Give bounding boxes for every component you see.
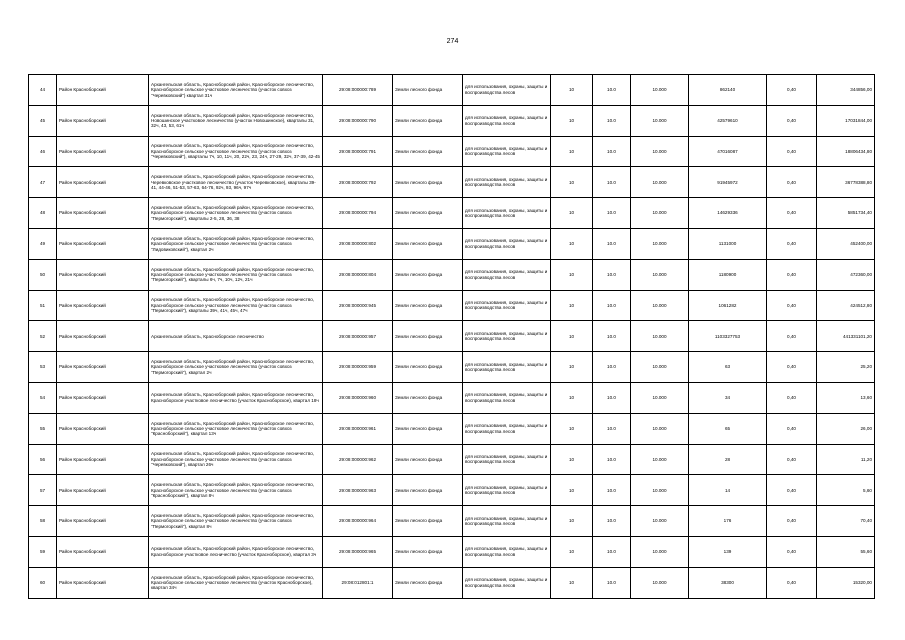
table-row: [29, 290, 875, 321]
cadastral-number-cell: 29:08:000000:792: [323, 167, 393, 198]
land-category-cell: Земли лесного фонда: [393, 136, 463, 167]
table-row: [29, 536, 875, 567]
coefficient-c-cell: 10.000: [631, 290, 689, 321]
address-cell: Архангельская область, Красноборский район, Красноборское лесничество, Красноборское сельское участковое лесничество (участок совхоз "Пермогорский"), квартал 2ч: [149, 352, 323, 383]
coefficient-b-cell: 10.0: [593, 228, 631, 259]
coefficient-a-cell: 10: [551, 382, 593, 413]
district-cell: Район Красноборский: [57, 259, 149, 290]
tax-rate-cell: 0,40: [767, 506, 817, 537]
coefficient-a-cell: 10: [551, 290, 593, 321]
coefficient-c-cell: 10.000: [631, 198, 689, 229]
area-cell: 1061282: [689, 290, 767, 321]
amount-cell: 15320,00: [817, 567, 875, 598]
tax-rate-cell: 0,40: [767, 382, 817, 413]
district-cell: Район Красноборский: [57, 536, 149, 567]
table-row: [29, 413, 875, 444]
address-cell: Архангельская область, Красноборское лесничество: [149, 321, 323, 352]
permitted-use-cell: для использования, охраны, защиты и воспроизводства лесов: [463, 167, 551, 198]
district-cell: Район Красноборский: [57, 444, 149, 475]
area-cell: 34: [689, 382, 767, 413]
permitted-use-cell: для использования, охраны, защиты и воспроизводства лесов: [463, 413, 551, 444]
coefficient-c-cell: 10.000: [631, 413, 689, 444]
tax-rate-cell: 0,40: [767, 321, 817, 352]
row-number: 55: [29, 413, 57, 444]
coefficient-b-cell: 10.0: [593, 321, 631, 352]
coefficient-c-cell: 10.000: [631, 167, 689, 198]
district-cell: Район Красноборский: [57, 413, 149, 444]
address-cell: Архангельская область, Красноборский район, Красноборское лесничество, Черевковское участковое лесничество (участок Черевковское), кварталы 39-41, 44-46, 51-53, 57-63, 64-76, 92ч, 93, 96ч, 97ч: [149, 167, 323, 198]
coefficient-b-cell: 10.0: [593, 536, 631, 567]
land-category-cell: Земли лесного фонда: [393, 352, 463, 383]
cadastral-number-cell: 29:08:000000:804: [323, 259, 393, 290]
coefficient-a-cell: 10: [551, 321, 593, 352]
district-cell: Район Красноборский: [57, 382, 149, 413]
tax-rate-cell: 0,40: [767, 567, 817, 598]
area-cell: 65: [689, 413, 767, 444]
area-cell: 1131000: [689, 228, 767, 259]
land-category-cell: Земли лесного фонда: [393, 198, 463, 229]
amount-cell: 452400,00: [817, 228, 875, 259]
tax-rate-cell: 0,40: [767, 290, 817, 321]
permitted-use-cell: для использования, охраны, защиты и воспроизводства лесов: [463, 567, 551, 598]
address-cell: Архангельская область, Красноборский район, Красноборское лесничество, Красноборское участковое лесничество (участок Красноборское), квартал 3ч: [149, 536, 323, 567]
land-category-cell: Земли лесного фонда: [393, 567, 463, 598]
cadastral-number-cell: 29:08:000000:790: [323, 105, 393, 136]
area-cell: 862140: [689, 75, 767, 106]
land-category-cell: Земли лесного фонда: [393, 506, 463, 537]
permitted-use-cell: для использования, охраны, защиты и воспроизводства лесов: [463, 75, 551, 106]
cadastral-number-cell: 29:08:000000:960: [323, 382, 393, 413]
address-cell: Архангельская область, Красноборский район, Красноборское лесничество, Красноборское сельское участковое лесничество (участок совхоз "Пермогорский"), кварталы 39ч, 41ч, 45ч, 47ч: [149, 290, 323, 321]
permitted-use-cell: для использования, охраны, защиты и воспроизводства лесов: [463, 259, 551, 290]
land-category-cell: Земли лесного фонда: [393, 75, 463, 106]
amount-cell: 36778388,80: [817, 167, 875, 198]
row-number: 52: [29, 321, 57, 352]
cadastral-number-cell: 29:08:000000:965: [323, 536, 393, 567]
table-row: [29, 444, 875, 475]
cadastral-number-cell: 29:08:000000:964: [323, 506, 393, 537]
row-number: 46: [29, 136, 57, 167]
address-cell: Архангельская область, Красноборский район, Красноборское лесничество, Красноборское сельское участковое лесничество (участок совхоз "Красноборский"), квартал 8ч: [149, 475, 323, 506]
row-number: 45: [29, 105, 57, 136]
address-cell: Архангельская область, Красноборский район, Красноборское лесничество, Красноборское сельское участковое лесничество (участок совхоз "Черевковский") квартал 31ч: [149, 75, 323, 106]
land-category-cell: Земли лесного фонда: [393, 167, 463, 198]
area-cell: 14629336: [689, 198, 767, 229]
district-cell: Район Красноборский: [57, 198, 149, 229]
coefficient-b-cell: 10.0: [593, 198, 631, 229]
row-number: 54: [29, 382, 57, 413]
address-cell: Архангельская область, Красноборский район, Красноборское лесничество, Красноборское сельское участковое лесничество (участок совхоз "Красноборский"), квартал 13ч: [149, 413, 323, 444]
permitted-use-cell: для использования, охраны, защиты и воспроизводства лесов: [463, 506, 551, 537]
row-number: 50: [29, 259, 57, 290]
coefficient-b-cell: 10.0: [593, 382, 631, 413]
coefficient-c-cell: 10.000: [631, 259, 689, 290]
cadastral-number-cell: 29:08:000000:789: [323, 75, 393, 106]
amount-cell: 424512,80: [817, 290, 875, 321]
coefficient-a-cell: 10: [551, 352, 593, 383]
address-cell: Архангельская область, Красноборский район, Красноборское лесничество, Красноборское сельское участковое лесничество (участок совхоз "Черевковский"), квартал 26ч: [149, 444, 323, 475]
amount-cell: 5851734,40: [817, 198, 875, 229]
row-number: 53: [29, 352, 57, 383]
tax-rate-cell: 0,40: [767, 228, 817, 259]
table-row: [29, 167, 875, 198]
coefficient-c-cell: 10.000: [631, 567, 689, 598]
coefficient-a-cell: 10: [551, 567, 593, 598]
address-cell: Архангельская область, Красноборский район, Красноборское лесничество, Новошинское участковое лесничество (участок Новошинское), кварталы 31, 32ч, 43, 53, 61ч: [149, 105, 323, 136]
address-cell: Архангельская область, Красноборский район, Красноборское лесничество, Красноборское сельское участковое лесничество (участок совхоз "Пермогорский"), кварталы 2-5, 28, 36, 38: [149, 198, 323, 229]
district-cell: Район Красноборский: [57, 475, 149, 506]
coefficient-c-cell: 10.000: [631, 536, 689, 567]
tax-rate-cell: 0,40: [767, 444, 817, 475]
permitted-use-cell: для использования, охраны, защиты и воспроизводства лесов: [463, 105, 551, 136]
row-number: 59: [29, 536, 57, 567]
district-cell: Район Красноборский: [57, 290, 149, 321]
district-cell: Район Красноборский: [57, 228, 149, 259]
coefficient-c-cell: 10.000: [631, 228, 689, 259]
coefficient-a-cell: 10: [551, 475, 593, 506]
permitted-use-cell: для использования, охраны, защиты и воспроизводства лесов: [463, 321, 551, 352]
address-cell: Архангельская область, Красноборский район, Красноборское лесничество, Красноборское сельское участковое лесничество (участок Красноборское), квартал 34ч: [149, 567, 323, 598]
row-number: 48: [29, 198, 57, 229]
land-category-cell: Земли лесного фонда: [393, 444, 463, 475]
area-cell: 63: [689, 352, 767, 383]
coefficient-a-cell: 10: [551, 228, 593, 259]
permitted-use-cell: для использования, охраны, защиты и воспроизводства лесов: [463, 198, 551, 229]
page-number: 274: [446, 38, 459, 45]
tax-rate-cell: 0,40: [767, 167, 817, 198]
table-row: [29, 198, 875, 229]
row-number: 60: [29, 567, 57, 598]
coefficient-a-cell: 10: [551, 506, 593, 537]
coefficient-c-cell: 10.000: [631, 352, 689, 383]
tax-rate-cell: 0,40: [767, 413, 817, 444]
district-cell: Район Красноборский: [57, 506, 149, 537]
table-row: [29, 75, 875, 106]
amount-cell: 25,20: [817, 352, 875, 383]
coefficient-a-cell: 10: [551, 167, 593, 198]
table-row: [29, 136, 875, 167]
amount-cell: 26,00: [817, 413, 875, 444]
cadastral-number-cell: 29:08:000000:945: [323, 290, 393, 321]
coefficient-a-cell: 10: [551, 413, 593, 444]
coefficient-c-cell: 10.000: [631, 444, 689, 475]
permitted-use-cell: для использования, охраны, защиты и воспроизводства лесов: [463, 352, 551, 383]
coefficient-b-cell: 10.0: [593, 105, 631, 136]
cadastral-number-cell: 29:08:000000:962: [323, 444, 393, 475]
tax-rate-cell: 0,40: [767, 259, 817, 290]
district-cell: Район Красноборский: [57, 105, 149, 136]
cadastral-number-cell: 29:08:000000:791: [323, 136, 393, 167]
cadastral-number-cell: 29:08:000000:794: [323, 198, 393, 229]
coefficient-b-cell: 10.0: [593, 259, 631, 290]
coefficient-a-cell: 10: [551, 259, 593, 290]
coefficient-c-cell: 10.000: [631, 75, 689, 106]
area-cell: 1103327753: [689, 321, 767, 352]
table-row: [29, 382, 875, 413]
table-row: [29, 259, 875, 290]
row-number: 44: [29, 75, 57, 106]
coefficient-c-cell: 10.000: [631, 475, 689, 506]
district-cell: Район Красноборский: [57, 352, 149, 383]
coefficient-b-cell: 10.0: [593, 352, 631, 383]
row-number: 58: [29, 506, 57, 537]
table-row: [29, 321, 875, 352]
land-category-cell: Земли лесного фонда: [393, 475, 463, 506]
cadastral-number-cell: 29:08:000000:957: [323, 321, 393, 352]
table-row: [29, 567, 875, 598]
permitted-use-cell: для использования, охраны, защиты и воспроизводства лесов: [463, 136, 551, 167]
coefficient-b-cell: 10.0: [593, 290, 631, 321]
coefficient-a-cell: 10: [551, 536, 593, 567]
amount-cell: 17031844,00: [817, 105, 875, 136]
district-cell: Район Красноборский: [57, 567, 149, 598]
tax-rate-cell: 0,40: [767, 475, 817, 506]
tax-rate-cell: 0,40: [767, 536, 817, 567]
coefficient-b-cell: 10.0: [593, 75, 631, 106]
district-cell: Район Красноборский: [57, 321, 149, 352]
coefficient-a-cell: 10: [551, 198, 593, 229]
coefficient-a-cell: 10: [551, 444, 593, 475]
row-number: 51: [29, 290, 57, 321]
address-cell: Архангельская область, Красноборский район, Красноборское лесничество, Красноборское сельское участковое лесничество (участок совхоз "Черевковский"), кварталы 7ч, 10, 11ч, 20, 22ч, 23, 24ч, 27-29, 32ч, 37-39, 42-45: [149, 136, 323, 167]
tax-rate-cell: 0,40: [767, 105, 817, 136]
area-cell: 139: [689, 536, 767, 567]
coefficient-c-cell: 10.000: [631, 105, 689, 136]
address-cell: Архангельская область, Красноборский район, Красноборское лесничество, Красноборское сельское участковое лесничество (участок совхоз "Пермогорский"), квартал 8ч: [149, 506, 323, 537]
area-cell: 176: [689, 506, 767, 537]
address-cell: Архангельская область, Красноборский район, Красноборское лесничество, Красноборское сельское участковое лесничество (участок совхоз "Лидовиковский"), квартал 2ч: [149, 228, 323, 259]
coefficient-b-cell: 10.0: [593, 506, 631, 537]
land-category-cell: Земли лесного фонда: [393, 259, 463, 290]
coefficient-c-cell: 10.000: [631, 506, 689, 537]
area-cell: 38300: [689, 567, 767, 598]
address-cell: Архангельская область, Красноборский район, Красноборское лесничество, Красноборское участковое лесничество (участок Красноборское), квартал 18ч: [149, 382, 323, 413]
tax-rate-cell: 0,40: [767, 352, 817, 383]
land-category-cell: Земли лесного фонда: [393, 105, 463, 136]
cadastral-number-cell: 29:08:000000:959: [323, 352, 393, 383]
amount-cell: 5,60: [817, 475, 875, 506]
amount-cell: 472360,00: [817, 259, 875, 290]
permitted-use-cell: для использования, охраны, защиты и воспроизводства лесов: [463, 444, 551, 475]
table-row: [29, 105, 875, 136]
district-cell: Район Красноборский: [57, 75, 149, 106]
address-cell: Архангельская область, Красноборский район, Красноборское лесничество, Красноборское сельское участковое лесничество (участок совхоз "Пермогорский"), кварталы 6ч, 7ч, 10ч, 12ч, 21ч: [149, 259, 323, 290]
permitted-use-cell: для использования, охраны, защиты и воспроизводства лесов: [463, 290, 551, 321]
area-cell: 1180900: [689, 259, 767, 290]
area-cell: 91945972: [689, 167, 767, 198]
coefficient-b-cell: 10.0: [593, 567, 631, 598]
coefficient-b-cell: 10.0: [593, 444, 631, 475]
coefficient-b-cell: 10.0: [593, 136, 631, 167]
coefficient-b-cell: 10.0: [593, 475, 631, 506]
tax-rate-cell: 0,40: [767, 136, 817, 167]
amount-cell: 18806434,80: [817, 136, 875, 167]
permitted-use-cell: для использования, охраны, защиты и воспроизводства лесов: [463, 228, 551, 259]
amount-cell: 344856,00: [817, 75, 875, 106]
row-number: 57: [29, 475, 57, 506]
cadastral-number-cell: 29:08:000000:961: [323, 413, 393, 444]
coefficient-c-cell: 10.000: [631, 382, 689, 413]
row-number: 56: [29, 444, 57, 475]
amount-cell: 55,60: [817, 536, 875, 567]
coefficient-a-cell: 10: [551, 75, 593, 106]
district-cell: Район Красноборский: [57, 136, 149, 167]
permitted-use-cell: для использования, охраны, защиты и воспроизводства лесов: [463, 536, 551, 567]
area-cell: 47016087: [689, 136, 767, 167]
permitted-use-cell: для использования, охраны, защиты и воспроизводства лесов: [463, 475, 551, 506]
tax-rate-cell: 0,40: [767, 75, 817, 106]
coefficient-a-cell: 10: [551, 105, 593, 136]
land-category-cell: Земли лесного фонда: [393, 536, 463, 567]
area-cell: 42579610: [689, 105, 767, 136]
area-cell: 14: [689, 475, 767, 506]
permitted-use-cell: для использования, охраны, защиты и воспроизводства лесов: [463, 382, 551, 413]
area-cell: 28: [689, 444, 767, 475]
amount-cell: 70,40: [817, 506, 875, 537]
amount-cell: 13,60: [817, 382, 875, 413]
amount-cell: 11,20: [817, 444, 875, 475]
row-number: 47: [29, 167, 57, 198]
table-row: [29, 228, 875, 259]
coefficient-b-cell: 10.0: [593, 167, 631, 198]
land-register-table: [28, 74, 875, 599]
land-category-cell: Земли лесного фонда: [393, 290, 463, 321]
table-row: [29, 352, 875, 383]
cadastral-number-cell: 29:08:012801:1: [323, 567, 393, 598]
district-cell: Район Красноборский: [57, 167, 149, 198]
land-category-cell: Земли лесного фонда: [393, 413, 463, 444]
tax-rate-cell: 0,40: [767, 198, 817, 229]
table-row: [29, 506, 875, 537]
land-category-cell: Земли лесного фонда: [393, 228, 463, 259]
amount-cell: 441331101,20: [817, 321, 875, 352]
row-number: 49: [29, 228, 57, 259]
coefficient-c-cell: 10.000: [631, 136, 689, 167]
coefficient-c-cell: 10.000: [631, 321, 689, 352]
land-category-cell: Земли лесного фонда: [393, 321, 463, 352]
table-row: [29, 475, 875, 506]
coefficient-a-cell: 10: [551, 136, 593, 167]
cadastral-number-cell: 29:08:000000:802: [323, 228, 393, 259]
coefficient-b-cell: 10.0: [593, 413, 631, 444]
cadastral-number-cell: 29:08:000000:963: [323, 475, 393, 506]
land-category-cell: Земли лесного фонда: [393, 382, 463, 413]
